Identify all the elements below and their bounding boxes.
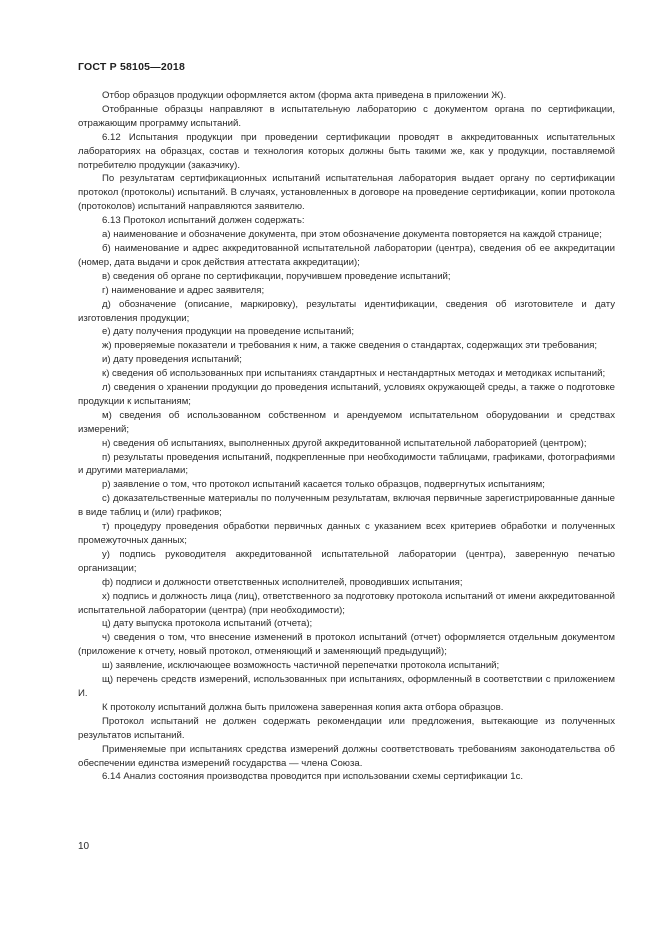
paragraph: Протокол испытаний не должен содержать рекомендации или предложения, вытекающие из полученных результатов испытаний. bbox=[78, 715, 615, 741]
list-item: б) наименование и адрес аккредитованной испытательной лаборатории (центра), сведения об ее аккредитации (номер, дата выдачи и срок действия аттестата аккредитации); bbox=[78, 242, 615, 268]
list-item: ч) сведения о том, что внесение изменений в протокол испытаний (отчет) оформляется отдельным документом (приложение к отчету, новый протокол, отменяющий и заменяющий предыдущий); bbox=[78, 632, 615, 658]
document-header: ГОСТ Р 58105—2018 bbox=[78, 61, 186, 73]
paragraph: По результатам сертификационных испытаний испытательная лаборатория выдает органу по сертификации протокол (протоколы) испытаний. В случаях, установленных в договоре на проведение сертификации, копии протокола (протоколов) испытаний направляются заявителю. bbox=[78, 173, 615, 213]
list-item: г) наименование и адрес заявителя; bbox=[102, 284, 265, 296]
list-item: ш) заявление, исключающее возможность частичной перепечатки протокола испытаний; bbox=[102, 660, 500, 672]
list-item: н) сведения об испытаниях, выполненных другой аккредитованной испытательной лабораторией (центром); bbox=[102, 437, 587, 449]
list-item: т) процедуру проведения обработки первичных данных с указанием всех критериев обработки и полученных промежуточных данных; bbox=[78, 521, 615, 546]
list-item: е) дату получения продукции на проведение испытаний; bbox=[102, 326, 354, 338]
paragraph: 6.13 Протокол испытаний должен содержать: bbox=[102, 215, 305, 227]
list-item: х) подпись и должность лица (лиц), ответственного за подготовку протокола испытаний от имени аккредитованной испытательной лаборатории (центра) (при необходимости); bbox=[78, 590, 615, 616]
paragraph: К протоколу испытаний должна быть приложена заверенная копия акта отбора образцов. bbox=[102, 701, 504, 713]
list-item: с) доказательственные материалы по полученным результатам, включая первичные зарегистрированные данные в виде таблиц и (или) графиков; bbox=[78, 493, 615, 519]
list-item: р) заявление о том, что протокол испытаний касается только образцов, подвергнутых испытаниям; bbox=[102, 479, 545, 491]
paragraph: Отбор образцов продукции оформляется актом (форма акта приведена в приложении Ж). bbox=[102, 90, 507, 101]
list-item: щ) перечень средств измерений, использованных при испытаниях, оформленный в соответствии с приложением И. bbox=[78, 674, 615, 699]
list-item: к) сведения об использованных при испытаниях стандартных и нестандартных методах и методиках испытаний; bbox=[102, 368, 606, 380]
list-item: ц) дату выпуска протокола испытаний (отчета); bbox=[102, 618, 313, 630]
paragraph: Отобранные образцы направляют в испытательную лабораторию с документом органа по сертификации, отражающим программу испытаний. bbox=[78, 103, 615, 129]
list-item: л) сведения о хранении продукции до проведения испытаний, условиях окружающей среды, а также о подготовке продукции к испытаниям; bbox=[78, 382, 615, 407]
list-item: а) наименование и обозначение документа, при этом обозначение документа повторяется на каждой странице; bbox=[102, 229, 602, 241]
paragraph: Применяемые при испытаниях средства измерений должны соответствовать требованиям законодательства об обеспечении единства измерений государства — члена Союза. bbox=[78, 743, 615, 769]
list-item: п) результаты проведения испытаний, подкрепленные при необходимости таблицами, графиками, фотографиями и другими материалами; bbox=[78, 451, 615, 477]
paragraph: 6.14 Анализ состояния производства проводится при использовании схемы сертификации 1с. bbox=[102, 771, 524, 783]
list-item: м) сведения об использованном собственном и арендуемом испытательном оборудовании и средствах измерений; bbox=[78, 409, 615, 435]
list-item: ф) подписи и должности ответственных исполнителей, проводивших испытания; bbox=[102, 576, 463, 588]
body-text bbox=[78, 89, 615, 784]
list-item: д) обозначение (описание, маркировку), результаты идентификации, сведения об изготовителе и дату изготовления продукции; bbox=[78, 298, 615, 324]
page-number: 10 bbox=[78, 841, 90, 852]
list-item: в) сведения об органе по сертификации, поручившем проведение испытаний; bbox=[102, 270, 451, 282]
list-item: у) подпись руководителя аккредитованной испытательной лаборатории (центра), заверенную печатью организации; bbox=[78, 548, 615, 574]
list-item: ж) проверяемые показатели и требования к ним, а также сведения о стандартах, содержащих эти требования; bbox=[102, 340, 598, 352]
list-item: и) дату проведения испытаний; bbox=[102, 354, 242, 366]
paragraph: 6.12 Испытания продукции при проведении сертификации проводят в аккредитованных испытательных лабораториях на образцах, состав и технология которых должны быть такими же, как у продукции, поставляемой потребителю продукции (заказчику). bbox=[78, 131, 615, 171]
